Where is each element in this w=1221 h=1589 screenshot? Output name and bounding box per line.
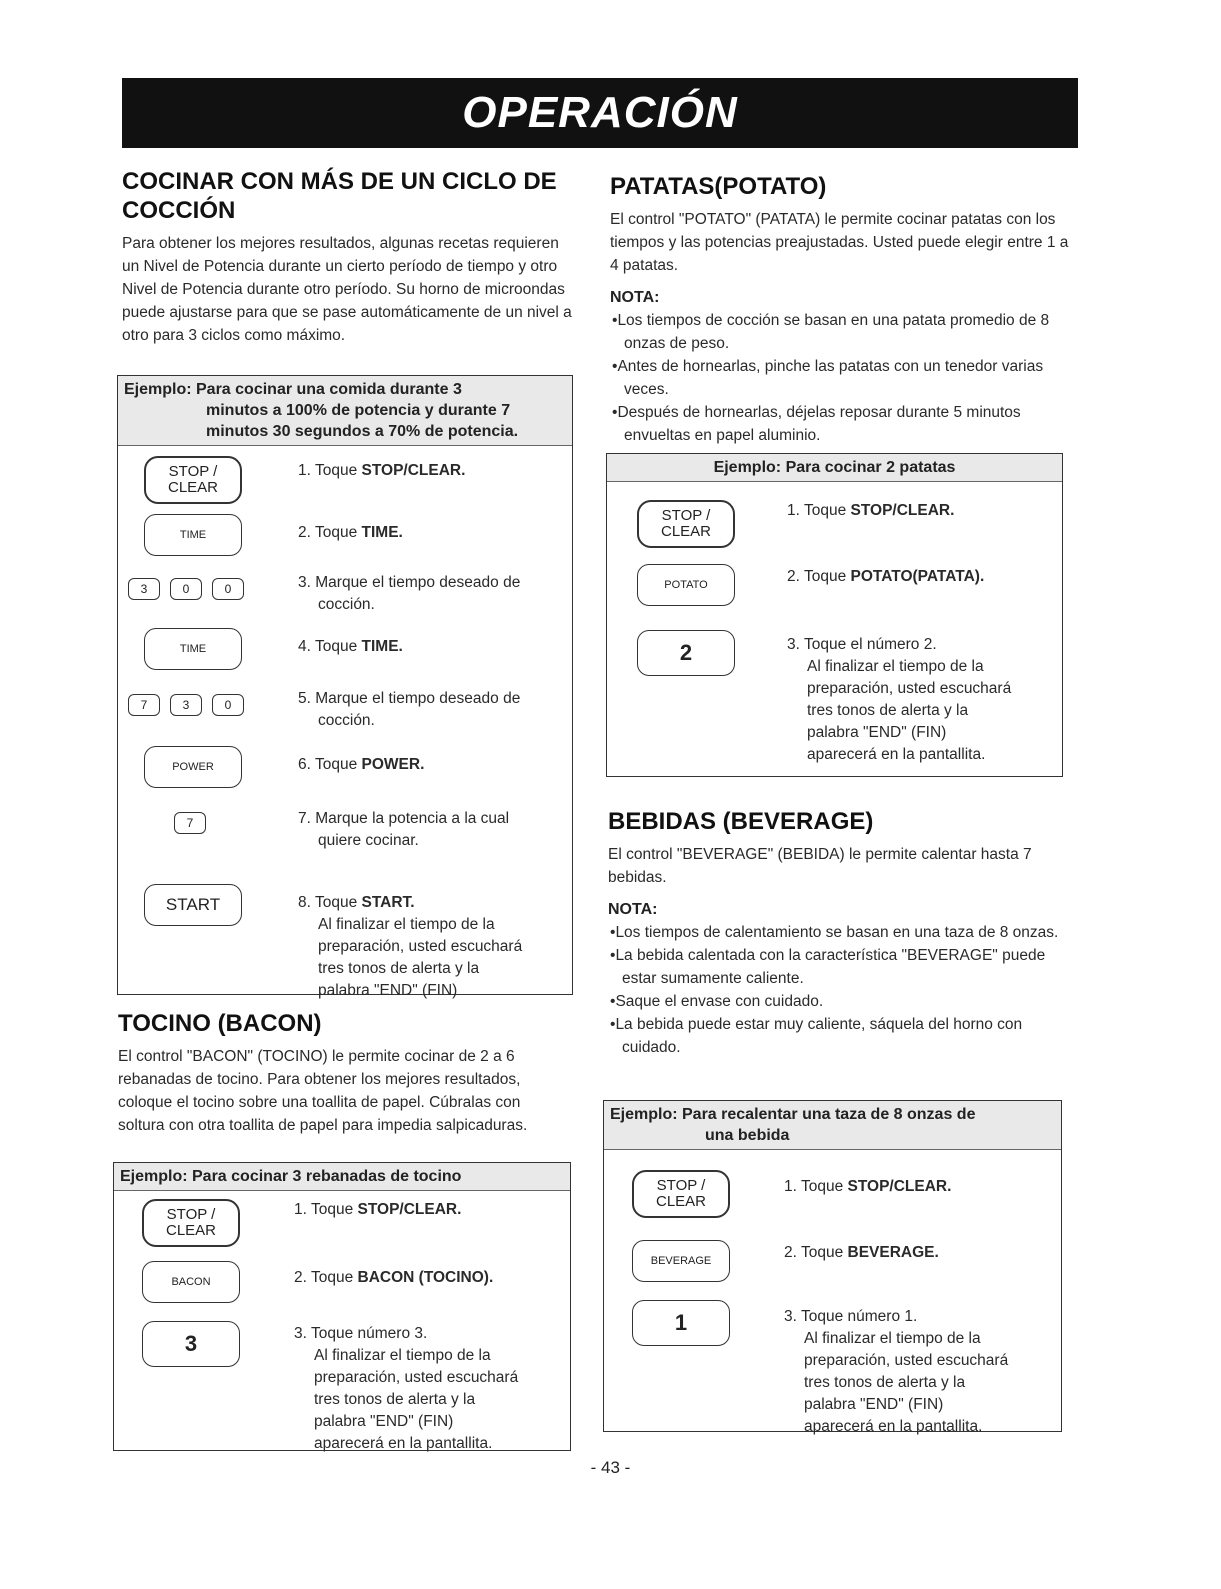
step-text: 1. Toque STOP/CLEAR. [784,1178,952,1195]
note-item: • Los tiempos de cocción se basan en una patata promedio de 8 onzas de peso. [610,309,1070,355]
section-bacon [118,1010,570,1137]
bacon-key-icon: BACON [142,1261,240,1303]
note-item: • La bebida puede estar muy caliente, sáquela del horno con cuidado. [608,1013,1068,1059]
note-item: • Los tiempos de calentamiento se basan en una taza de 8 onzas. [608,921,1068,944]
note-item: • Después de hornearlas, déjelas reposar durante 5 minutos envueltas en papel aluminio. [610,401,1070,447]
step-text: 4. Toque TIME. [298,638,403,655]
digit-key-icon: 0 [212,578,244,600]
note-item: • La bebida calentada con la característica "BEVERAGE" puede estar sumamente caliente. [608,944,1068,990]
number-key-icon: 1 [632,1300,730,1346]
example-heading-line: Ejemplo: Para cocinar una comida durante 3 [124,381,462,398]
example-heading-line: minutos 30 segundos a 70% de potencia. [206,423,519,440]
example-heading [604,1101,1061,1150]
time-key-icon: TIME [144,628,242,670]
page-header-banner [122,78,1078,148]
section-title: BEBIDAS (BEVERAGE) [608,808,874,835]
time-key-icon: TIME [144,514,242,556]
note-label: NOTA: [610,288,660,306]
step-text: 3. Marque el tiempo deseado de cocción. [298,574,521,613]
step-text: 2. Toque BEVERAGE. [784,1244,939,1261]
digit-key-icon: 0 [170,578,202,600]
example-box-multi-cycle [117,375,573,999]
step-text: 8. Toque START. Al finalizar el tiempo de la preparación, usted escuchará tres tonos de alerta y la palabra "END" (FIN) [298,894,523,999]
stop-clear-key-icon: STOP / CLEAR [637,500,735,548]
digit-key-icon: 3 [128,578,160,600]
step-text: 1. Toque STOP/CLEAR. [787,502,955,519]
step-text: 7. Marque la potencia a la cual quiere cocinar. [298,810,510,849]
section-beverage [608,808,1068,1059]
note-list [610,309,1070,447]
step-text: 3. Toque el número 2. Al finalizar el tiempo de la preparación, usted escuchará tres tonos de alerta y la palabra "END" (FIN) aparecerá en la pantallita. [787,636,1012,763]
step-text: 2. Toque BACON (TOCINO). [294,1269,494,1286]
note-item: • Antes de hornearlas, pinche las patatas con un tenedor varias veces. [610,355,1070,401]
example-heading: Ejemplo: Para cocinar 3 rebanadas de tocino [114,1163,570,1191]
stop-clear-key-icon: STOP / CLEAR [632,1170,730,1218]
step-text: 2. Toque POTATO(PATATA). [787,568,985,585]
example-heading: Ejemplo: Para cocinar 2 patatas [607,454,1062,482]
beverage-key-icon: BEVERAGE [632,1240,730,1282]
section-title [122,168,572,226]
example-heading-line: minutos a 100% de potencia y durante 7 [206,402,511,419]
step-text: 6. Toque POWER. [298,756,425,773]
page-number: - 43 - [590,1458,631,1477]
note-item: • Saque el envase con cuidado. [608,990,1068,1013]
power-key-icon: POWER [144,746,242,788]
digit-key-icon: 7 [128,694,160,716]
digit-key-icon: 7 [174,812,206,834]
digit-key-icon: 0 [212,694,244,716]
stop-clear-key-icon: STOP / CLEAR [142,1199,240,1247]
example-heading-line: una bebida [705,1127,790,1144]
digit-key-icon: 3 [170,694,202,716]
stop-clear-key-icon: STOP / CLEAR [144,456,242,504]
note-list [608,921,1068,1059]
example-box-beverage [603,1100,1062,1435]
section-intro: El control "POTATO" (PATATA) le permite cocinar patatas con los tiempos y las potencias preajustadas. Usted puede elegir entre 1 a 4 patatas. [610,210,1069,274]
section-title: PATATAS(POTATO) [610,173,827,200]
example-box-bacon [113,1162,571,1451]
page-title: OPERACIÓN [462,88,738,137]
section-title: TOCINO (BACON) [118,1010,322,1037]
section-multi-cycle [122,168,572,347]
section-intro: El control "BEVERAGE" (BEBIDA) le permite calentar hasta 7 bebidas. [608,845,1032,886]
note-label: NOTA: [608,900,658,918]
section-intro: Para obtener los mejores resultados, algunas recetas requieren un Nivel de Potencia durante un cierto período de tiempo y otro Nivel de Potencia durante otro período. Su horno de microondas puede ajustarse para que se pase automáticamente de un nivel a otro para 3 ciclos como máximo. [122,234,572,344]
step-text: 3. Toque número 1. Al finalizar el tiempo de la preparación, usted escuchará tres tonos de alerta y la palabra "END" (FIN) aparecerá en la pantallita. [784,1308,1009,1435]
section-potato [610,173,1070,447]
section-title-line: COCCIÓN [122,196,236,224]
example-heading [118,376,572,446]
step-text: 3. Toque número 3. Al finalizar el tiempo de la preparación, usted escuchará tres tonos de alerta y la palabra "END" (FIN) aparecerá en la pantallita. [294,1325,519,1452]
section-intro: El control "BACON" (TOCINO) le permite cocinar de 2 a 6 rebanadas de tocino. Para obtener los mejores resultados, coloque el tocino sobre una toallita de papel. Cúbralas con soltura con otra toallita de papel para impedia salpicaduras. [118,1047,528,1134]
step-text: 1. Toque STOP/CLEAR. [298,462,466,479]
step-text: 1. Toque STOP/CLEAR. [294,1201,462,1218]
step-text: 2. Toque TIME. [298,524,403,541]
number-key-icon: 3 [142,1321,240,1367]
start-key-icon: START [144,884,242,926]
example-box-potato [606,453,1063,777]
number-key-icon: 2 [637,630,735,676]
example-heading-line: Ejemplo: Para recalentar una taza de 8 onzas de [610,1106,976,1123]
step-text: 5. Marque el tiempo deseado de cocción. [298,690,521,729]
potato-key-icon: POTATO [637,564,735,606]
section-title-line: COCINAR CON MÁS DE UN CICLO DE [122,168,557,195]
